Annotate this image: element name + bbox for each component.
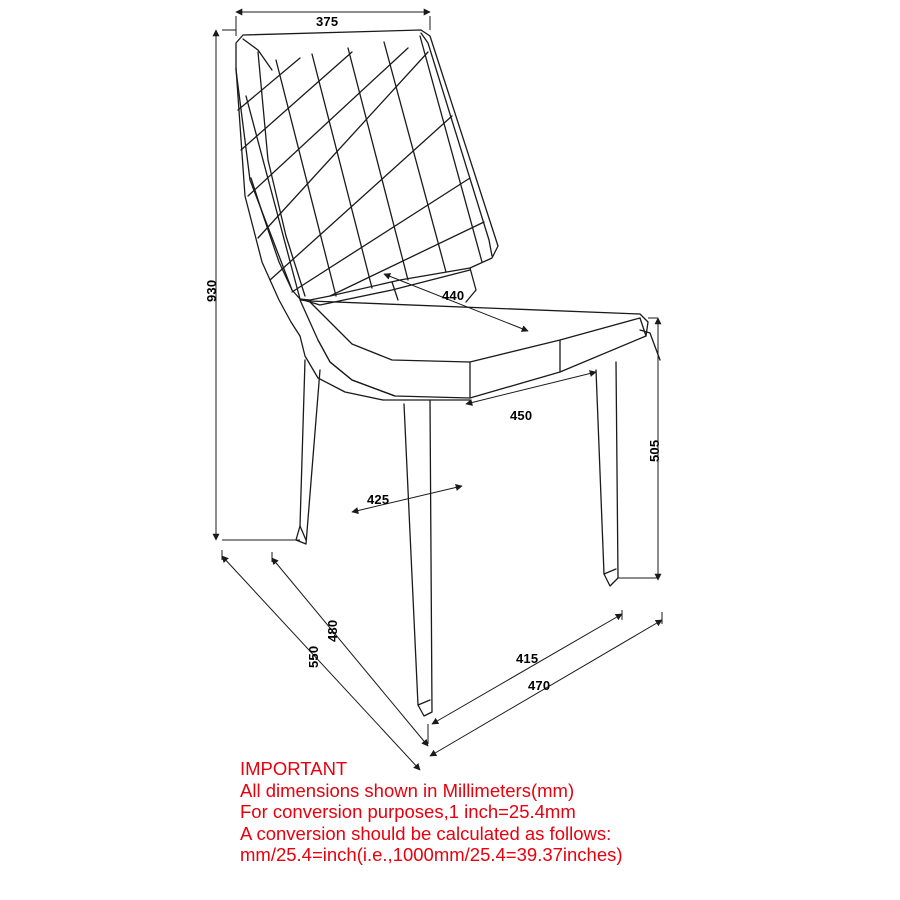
notes-heading: IMPORTANT [240, 758, 348, 779]
dimension-label-base-outer: 470 [528, 678, 551, 693]
important-notes [240, 758, 623, 866]
dimension-lines [216, 12, 662, 770]
dimension-label-seat-depth: 480 [325, 619, 340, 642]
dimension-label-seat-back-depth: 440 [442, 288, 465, 303]
notes-line-3: A conversion should be calculated as follows: [240, 822, 612, 844]
dimension-label-base-front: 415 [516, 651, 539, 666]
notes-line-1: All dimensions shown in Millimeters(mm) [240, 779, 575, 801]
notes-line-4: mm/25.4=inch(i.e.,1000mm/25.4=39.37inches) [240, 844, 623, 865]
chair-outline [236, 30, 660, 716]
dimension-label-top-width: 375 [316, 14, 339, 29]
dimension-label-seat-width: 450 [510, 408, 533, 423]
dimension-label-seat-height: 505 [647, 439, 662, 462]
dimension-label-base-depth: 550 [306, 645, 321, 668]
notes-line-2: For conversion purposes,1 inch=25.4mm [240, 801, 576, 822]
dimension-label-leg-spread: 425 [367, 492, 390, 507]
dimension-label-overall-height: 930 [204, 279, 219, 302]
